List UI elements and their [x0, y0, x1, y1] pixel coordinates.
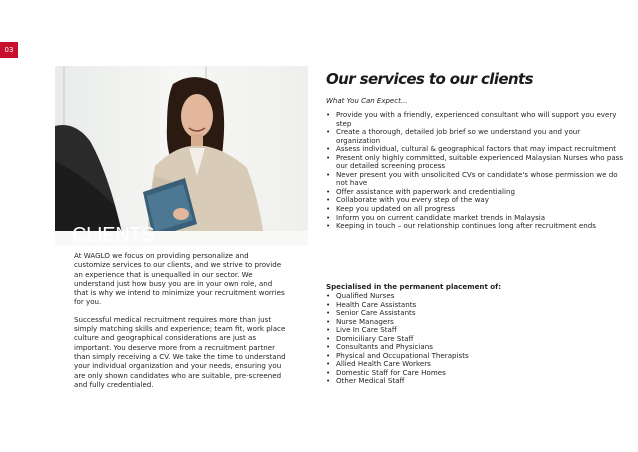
list-item-text: Keeping in touch – our relationship continues long after recruitment ends	[336, 221, 596, 231]
interview-illustration	[55, 66, 308, 246]
bullet-icon: •	[326, 186, 331, 196]
services-title: Our services to our clients	[326, 70, 533, 88]
bullet-icon: •	[326, 169, 331, 179]
list-item-text: Offer assistance with paperwork and credentialing	[336, 186, 515, 196]
recruitment-paragraph: Successful medical recruitment requires more than just simply matching skills and experience; team fit, work place culture and geographical considerations are just as important. You deserve more from a recruitment partner than simply receiving a CV. We take the time to understand your individual organization and your needs, ensuring you are only shown candidates who are suitable, pre-screened and fully credentialed.	[74, 314, 286, 389]
list-item-text: Domiciliary Care Staff	[336, 333, 414, 343]
list-item	[326, 111, 626, 128]
bullet-icon: •	[326, 221, 331, 231]
list-item-text: Provide you with a friendly, experienced consultant who will support you every step	[336, 110, 617, 128]
intro-paragraph: At WAGLO we focus on providing personalize and customize services to our clients, and we strive to provide an experience that is unequalled in our sector. We understand just how busy you are in your own role, and that is why we intend to minimize your recruitment worries for you.	[74, 251, 285, 307]
expect-subtitle: What You Can Expect...	[326, 97, 408, 105]
left-column	[74, 251, 286, 397]
list-item-text: Allied Health Care Workers	[336, 359, 431, 368]
list-item-text: Consultants and Physicians	[336, 342, 433, 351]
bullet-icon: •	[326, 291, 331, 300]
bullet-icon: •	[326, 376, 331, 385]
bullet-icon: •	[326, 350, 331, 360]
list-item-text: Inform you on current candidate market trends in Malaysia	[336, 212, 546, 222]
bullet-icon: •	[326, 342, 331, 351]
bullet-icon: •	[326, 127, 331, 137]
list-item	[326, 171, 626, 188]
bullet-icon: •	[326, 212, 331, 222]
bullet-icon: •	[326, 359, 331, 368]
list-item	[326, 154, 626, 171]
list-item	[326, 377, 586, 386]
list-item	[326, 222, 626, 231]
list-item-text: Present only highly committed, suitable experienced Malaysian Nurses who pass our detailed screening process	[336, 152, 624, 171]
bullet-icon: •	[326, 204, 331, 214]
list-item-text: Other Medical Staff	[336, 376, 405, 385]
bullet-icon: •	[326, 308, 331, 317]
expectations-list	[326, 111, 626, 231]
bullet-icon: •	[326, 110, 331, 119]
list-item-text: Domestic Staff for Care Homes	[336, 367, 446, 377]
list-item-text: Health Care Assistants	[336, 299, 417, 309]
list-item-text: Nurse Managers	[336, 316, 394, 326]
bullet-icon: •	[326, 144, 331, 154]
bullet-icon: •	[326, 195, 331, 205]
list-item-text: Create a thorough, detailed job brief so we understand you and your organization	[336, 127, 581, 145]
bullet-icon: •	[326, 367, 331, 377]
page-number-tab: 03	[0, 42, 18, 58]
list-item-text: Never present you with unsolicited CVs or candidate's whose permission we do not have	[336, 169, 618, 188]
list-item-text: Physical and Occupational Therapists	[336, 350, 469, 360]
list-item-text: Qualified Nurses	[336, 291, 395, 300]
list-item	[326, 128, 626, 145]
hero-heading: CLIENTS	[72, 224, 155, 246]
bullet-icon: •	[326, 299, 331, 309]
list-item-text: Keep you updated on all progress	[336, 204, 456, 214]
bullet-icon: •	[326, 152, 331, 162]
list-item-text: Senior Care Assistants	[336, 308, 416, 317]
list-item-text: Assess individual, cultural & geographical factors that may impact recruitment	[336, 144, 617, 154]
bullet-icon: •	[326, 325, 331, 334]
bullet-icon: •	[326, 316, 331, 326]
list-item-text: Live In Care Staff	[336, 325, 397, 334]
specialised-heading: Specialised in the permanent placement of:	[326, 282, 502, 291]
bullet-icon: •	[326, 333, 331, 343]
specialised-list	[326, 292, 586, 386]
list-item-text: Collaborate with you every step of the way	[336, 195, 489, 205]
hero-photo	[55, 66, 308, 246]
